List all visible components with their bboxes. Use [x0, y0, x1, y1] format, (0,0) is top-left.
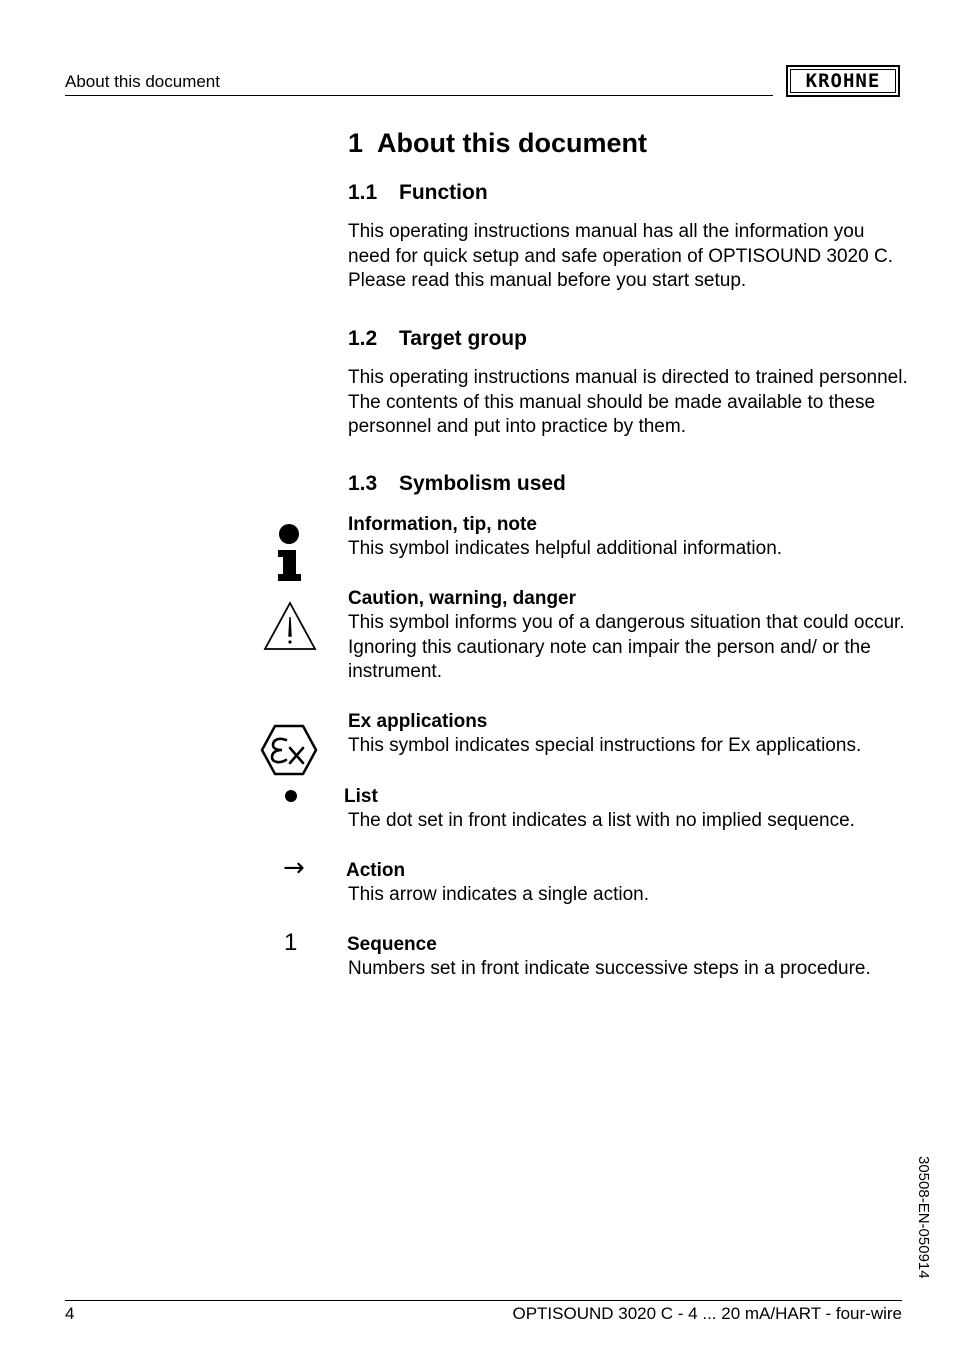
- ex-hexagon-icon: [259, 723, 319, 777]
- section-heading-symbolism: [348, 472, 566, 496]
- symbol-description: This symbol informs you of a dangerous situation that could occur. Ignoring this cautionary note can impair the person and/ or the instrument.: [348, 612, 905, 682]
- section-heading-function: [348, 181, 488, 205]
- header-rule: [65, 95, 773, 96]
- footer-rule: [65, 1300, 902, 1301]
- symbol-description: The dot set in front indicates a list with no implied sequence.: [348, 810, 855, 831]
- symbol-title: Information, tip, note: [348, 514, 537, 535]
- symbol-entry-action: [346, 860, 908, 908]
- symbol-entry-list: [344, 786, 908, 834]
- symbol-title: Action: [346, 860, 406, 881]
- logo-text: KROHNE: [790, 69, 896, 93]
- section-number: 1.3: [348, 472, 378, 495]
- symbol-description: This symbol indicates special instructions for Ex applications.: [348, 735, 862, 756]
- warning-triangle-icon: [262, 600, 318, 652]
- section-title: Function: [399, 181, 488, 204]
- chapter-title: 1 About this document: [348, 128, 647, 158]
- target-group-paragraph: This operating instructions manual is directed to trained personnel. The contents of this manual should be made available to these personnel and put into practice by them.: [348, 367, 908, 437]
- arrow-right-icon: →: [283, 853, 305, 883]
- symbol-title: Caution, warning, danger: [348, 588, 577, 609]
- section-heading-target-group: [348, 327, 527, 351]
- symbol-entry-ex: [348, 711, 908, 759]
- section-title: Target group: [399, 327, 527, 350]
- bullet-dot-icon: [284, 789, 298, 803]
- symbol-title: Ex applications: [348, 711, 488, 732]
- info-icon: [270, 522, 310, 584]
- symbol-description: This symbol indicates helpful additional information.: [348, 538, 783, 559]
- sequence-number-icon: 1: [284, 929, 298, 956]
- page-number: 4: [65, 1304, 75, 1323]
- symbol-description: This arrow indicates a single action.: [348, 884, 649, 905]
- symbol-title: List: [344, 786, 378, 807]
- running-header: About this document: [65, 72, 220, 91]
- symbol-entry-warning: [348, 588, 908, 685]
- symbol-title: Sequence: [347, 934, 437, 955]
- document-code: 30508-EN-050914: [915, 1156, 932, 1279]
- krohne-logo: [786, 65, 900, 97]
- section-number: 1.1: [348, 181, 378, 204]
- section-title: Symbolism used: [399, 472, 566, 495]
- function-paragraph: This operating instructions manual has all the information you need for quick setup and safe operation of OPTISOUND 3020 C. Please read this manual before you start setup.: [348, 221, 893, 291]
- symbol-entry-sequence: [347, 934, 908, 982]
- symbol-description: Numbers set in front indicate successive steps in a procedure.: [348, 958, 871, 979]
- section-number: 1.2: [348, 327, 378, 350]
- symbol-entry-info: [348, 514, 908, 562]
- footer-product-title: OPTISOUND 3020 C - 4 ... 20 mA/HART - four-wire: [512, 1304, 902, 1323]
